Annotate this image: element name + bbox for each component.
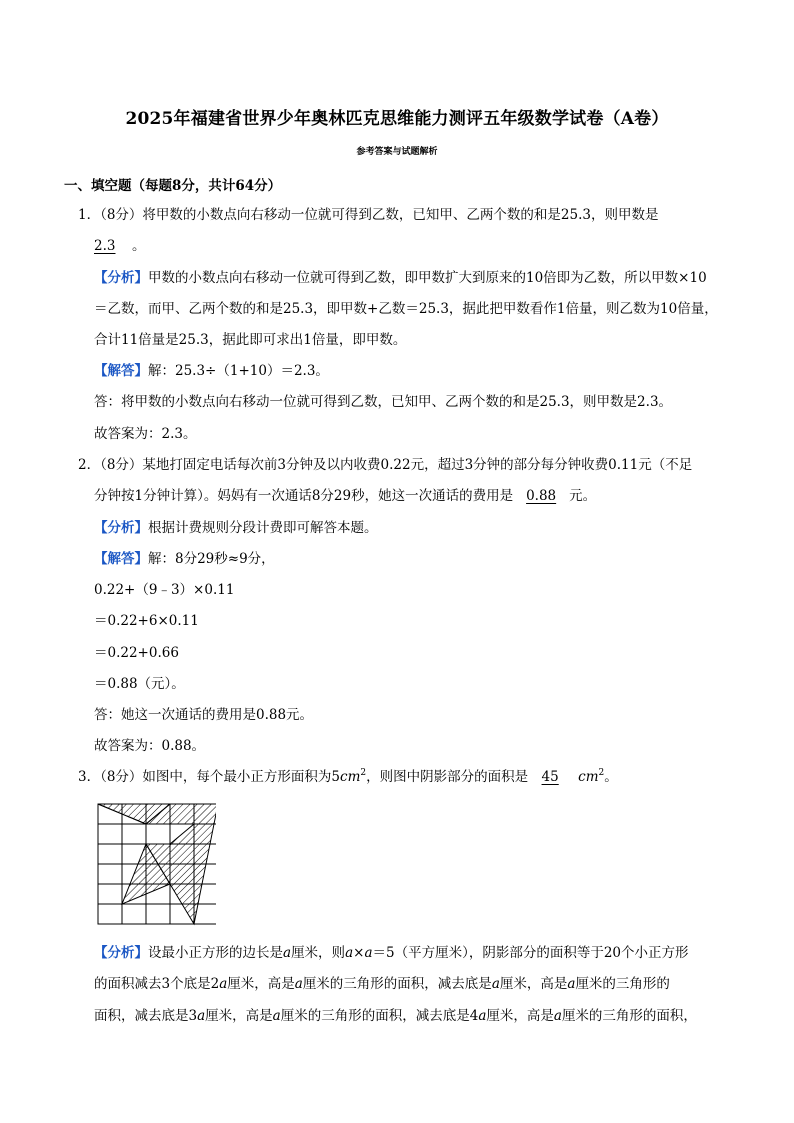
q1-answer-blank: 2.3 <box>94 238 116 254</box>
q2-stem-line2: 分钟按1分钟计算）。妈妈有一次通话8分29秒，她这一次通话的费用是 0.88 元。 <box>94 488 597 504</box>
q2-calc-step: ＝0.88（元）。 <box>94 676 185 692</box>
solution-tag: 【解答】 <box>94 363 148 379</box>
page-subtitle: 参考答案与试题解析 <box>356 147 438 157</box>
q1-stem: 1．（8分）将甲数的小数点向右移动一位就可得到乙数，已知甲、乙两个数的和是25.3，则甲数是 <box>78 207 659 223</box>
q2-calc-step: 0.22+（9﹣3）×0.11 <box>94 582 235 598</box>
grid-figure <box>96 802 216 928</box>
q2-solution: 【解答】解：8分29秒≈9分， <box>94 551 275 567</box>
q3-analysis-line3: 面积，减去底是3a厘米，高是a厘米的三角形的面积，减去底是4a厘米，高是a厘米的三角形的面积， <box>94 1008 697 1024</box>
page-title: 2025年福建省世界少年奥林匹克思维能力测评五年级数学试卷（A卷） <box>125 109 669 129</box>
analysis-tag: 【分析】 <box>94 520 148 536</box>
q2-calc-step: ＝0.22+0.66 <box>94 645 179 661</box>
q1-analysis: 【分析】甲数的小数点向右移动一位就可得到乙数，即甲数扩大到原来的10倍即为乙数，所以甲数×10 <box>94 270 707 286</box>
q1-analysis-line2: ＝乙数，而甲、乙两个数的和是25.3，即甲数+乙数＝25.3，据此把甲数看作1倍量，则乙数为10倍量， <box>94 301 718 317</box>
q3-analysis: 【分析】设最小正方形的边长是a厘米，则a×a＝5（平方厘米），阴影部分的面积等于20个小正方形 <box>94 945 689 961</box>
analysis-tag: 【分析】 <box>94 945 148 961</box>
q2-calc-step: ＝0.22+6×0.11 <box>94 613 199 629</box>
analysis-tag: 【分析】 <box>94 270 148 286</box>
q2-stem: 2．（8分）某地打固定电话每次前3分钟及以内收费0.22元，超过3分钟的部分每分钟收费0.11元（不足 <box>78 457 693 473</box>
q3-analysis-line2: 的面积减去3个底是2a厘米，高是a厘米的三角形的面积，减去底是a厘米，高是a厘米的三角形的 <box>94 976 670 992</box>
q1-analysis-line3: 合计11倍量是25.3，据此即可求出1倍量，即甲数。 <box>94 332 407 348</box>
q1-reply: 答：将甲数的小数点向右移动一位就可得到乙数，已知甲、乙两个数的和是25.3，则甲数是2.3。 <box>94 394 673 410</box>
q1-solution: 【解答】解：25.3÷（1+10）＝2.3。 <box>94 363 329 379</box>
q1-answer-line: 2.3 。 <box>94 238 146 254</box>
q3-stem: 3．（8分）如图中，每个最小正方形面积为$5cm^2$，则图中阴影部分的面积是 45 $cm^2$。 <box>78 768 618 785</box>
section-heading: 一、填空题（每题8分，共计64分） <box>64 178 282 194</box>
q2-analysis: 【分析】根据计费规则分段计费即可解答本题。 <box>94 520 378 536</box>
q2-reply: 答：她这一次通话的费用是0.88元。 <box>94 707 314 723</box>
q2-final-answer: 故答案为：0.88。 <box>94 738 206 754</box>
q3-answer-blank: 45 <box>541 769 559 785</box>
q1-final-answer: 故答案为：2.3。 <box>94 426 197 442</box>
solution-tag: 【解答】 <box>94 551 148 567</box>
q2-answer-blank: 0.88 <box>526 488 557 504</box>
